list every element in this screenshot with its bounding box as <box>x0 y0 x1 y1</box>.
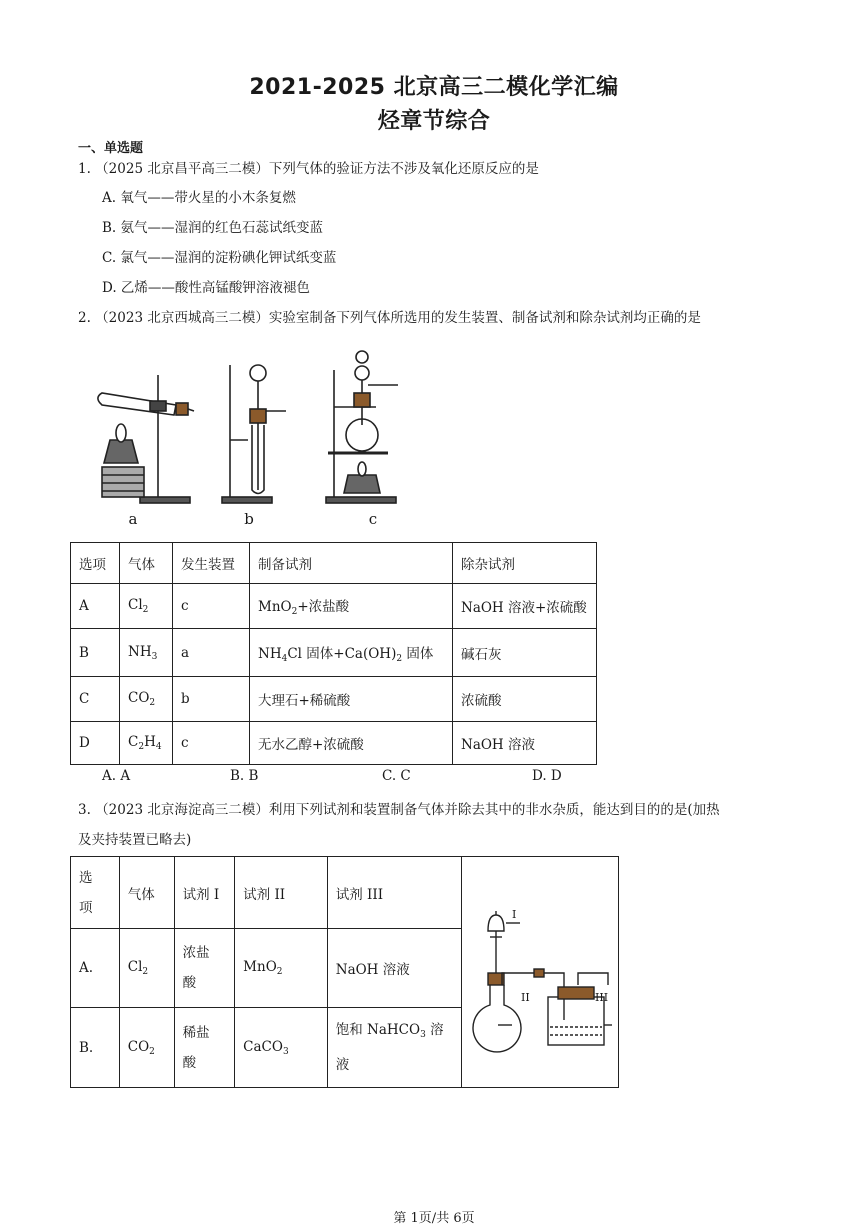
q1-option-c: C. 氯气——湿润的淀粉碘化钾试纸变蓝 <box>102 250 337 266</box>
reagent-cell: 大理石+稀硫酸 <box>250 677 453 722</box>
reagent-text: +浓盐酸 <box>297 599 350 615</box>
option-cell: B <box>71 629 120 677</box>
reagent-text: Cl 固体+Ca(OH) <box>287 645 397 662</box>
reagent1-text: 酸 <box>182 1054 197 1071</box>
question-1-stem: 1. （2025 北京昌平高三二模）下列气体的验证方法不涉及氧化还原反应的是 <box>78 161 539 177</box>
section-heading: 一、单选题 <box>78 141 144 156</box>
option-cell: A. <box>71 929 120 1008</box>
apparatus-label-ii: II <box>521 991 530 1004</box>
q2-choice-d: D. D <box>532 768 562 784</box>
gas-text: Cl <box>127 959 143 975</box>
reagent2-text: MnO <box>243 959 277 975</box>
gas-subscript: 2 <box>142 605 149 615</box>
reagent-text: 固体 <box>402 645 434 662</box>
reagent1-text: 稀盐 <box>182 1024 210 1041</box>
reagent3-cell <box>327 1008 461 1088</box>
header-cell: 气体 <box>119 857 174 929</box>
gas-text: NH <box>128 643 152 660</box>
q1-option-b: B. 氨气——湿润的红色石蕊试纸变蓝 <box>102 220 324 236</box>
reagent2-cell <box>235 1008 328 1088</box>
table-header-row <box>71 543 597 584</box>
gas-subscript: 4 <box>155 742 162 752</box>
reagent3-subscript: 3 <box>420 1030 426 1040</box>
figure-label-b: b <box>244 510 254 528</box>
reagent3-text: 液 <box>335 1057 350 1073</box>
reagent1-text: 浓盐 <box>182 945 210 961</box>
figure-label-c: c <box>368 510 378 528</box>
q1-option-a: A. 氧气——带火星的小木条复燃 <box>102 190 296 206</box>
q2-choice-a: A. A <box>102 768 131 784</box>
device-cell: c <box>173 584 250 629</box>
reagent2-cell <box>235 929 328 1008</box>
purify-cell: NaOH 溶液+浓硫酸 <box>453 584 597 629</box>
gas-cell <box>120 584 173 629</box>
gas-cell <box>120 677 173 722</box>
gas-text: CO <box>128 690 150 706</box>
figure-label-a: a <box>128 510 138 528</box>
q2-choice-c: C. C <box>382 768 411 784</box>
option-cell: B. <box>71 1008 120 1088</box>
reagent3-cell: NaOH 溶液 <box>327 929 461 1008</box>
reagent-cell <box>250 629 453 677</box>
header-cell: 试剂 III <box>327 857 461 929</box>
gas-cell <box>120 722 173 765</box>
apparatus-cell <box>462 857 619 1088</box>
q2-choice-b: B. B <box>230 768 259 784</box>
header-cell: 选项 <box>71 543 120 584</box>
question-2-stem: 2. （2023 北京西城高三二模）实验室制备下列气体所选用的发生装置、制备试剂和除杂试剂均正确的是 <box>78 310 701 326</box>
apparatus-label-i: I <box>512 908 517 921</box>
header-cell: 发生装置 <box>173 543 250 584</box>
q1-option-d: D. 乙烯——酸性高锰酸钾溶液褪色 <box>102 280 310 296</box>
gas-cell <box>120 629 173 677</box>
reagent2-text: CaCO <box>243 1038 283 1055</box>
header-cell: 试剂 II <box>235 857 328 929</box>
reagent-cell <box>250 584 453 629</box>
reagent-text: NH <box>258 645 282 662</box>
reagent3-text: 饱和 NaHCO <box>335 1022 421 1038</box>
table-row <box>71 722 597 765</box>
table-row <box>71 677 597 722</box>
reagent2-subscript: 2 <box>276 967 283 977</box>
header-text: 项 <box>79 899 93 916</box>
reagent1-cell <box>174 1008 235 1088</box>
gas-text: C <box>128 734 139 750</box>
reagent-subscript: 4 <box>281 653 288 664</box>
gas-subscript: 2 <box>149 698 156 708</box>
gas-cell <box>119 929 174 1008</box>
page-footer: 第 1页/共 6页 <box>393 1211 475 1226</box>
question-3-table <box>70 856 619 1088</box>
header-cell: 气体 <box>120 543 173 584</box>
purify-cell: NaOH 溶液 <box>453 722 597 765</box>
header-cell: 试剂 I <box>174 857 235 929</box>
option-cell: C <box>71 677 120 722</box>
header-cell: 除杂试剂 <box>453 543 597 584</box>
gas-text: H <box>144 734 156 750</box>
option-cell: A <box>71 584 120 629</box>
header-cell <box>71 857 120 929</box>
header-cell: 制备试剂 <box>250 543 453 584</box>
device-cell: c <box>173 722 250 765</box>
apparatus-label-iii: III <box>595 991 609 1004</box>
apparatus-abc-figure <box>80 345 420 513</box>
gas-subscript: 2 <box>149 1046 155 1057</box>
device-cell: a <box>173 629 250 677</box>
purify-cell: 碱石灰 <box>453 629 597 677</box>
reagent-text: MnO <box>258 599 292 615</box>
question-3-stem-line2: 及夹持装置已略去) <box>78 832 192 848</box>
option-cell: D <box>71 722 120 765</box>
table-row <box>71 584 597 629</box>
apparatus-gas-wash-figure <box>462 885 618 1055</box>
header-text: 选 <box>79 869 93 886</box>
reagent-cell: 无水乙醇+浓硫酸 <box>250 722 453 765</box>
page-title: 2021-2025 北京高三二模化学汇编 <box>249 75 619 100</box>
question-3-stem-line1: 3. （2023 北京海淀高三二模）利用下列试剂和装置制备气体并除去其中的非水杂质，能达到目的的是(加热 <box>78 802 720 818</box>
reagent3-text: 溶 <box>425 1022 444 1038</box>
gas-subscript: 2 <box>138 742 145 752</box>
device-cell: b <box>173 677 250 722</box>
reagent-subscript: 2 <box>291 607 298 617</box>
table-row <box>71 629 597 677</box>
reagent-subscript: 2 <box>396 653 403 664</box>
gas-text: CO <box>127 1038 150 1055</box>
reagent1-cell <box>174 929 235 1008</box>
gas-subscript: 3 <box>151 651 158 662</box>
question-2-table <box>70 542 597 765</box>
page-subtitle: 烃章节综合 <box>377 109 491 134</box>
reagent3-line <box>336 1015 453 1050</box>
purify-cell: 浓硫酸 <box>453 677 597 722</box>
gas-subscript: 2 <box>142 967 149 977</box>
gas-cell <box>119 1008 174 1088</box>
reagent2-subscript: 3 <box>282 1046 289 1057</box>
gas-text: Cl <box>128 597 143 613</box>
reagent1-text: 酸 <box>182 975 197 991</box>
table-header-row <box>71 857 619 929</box>
